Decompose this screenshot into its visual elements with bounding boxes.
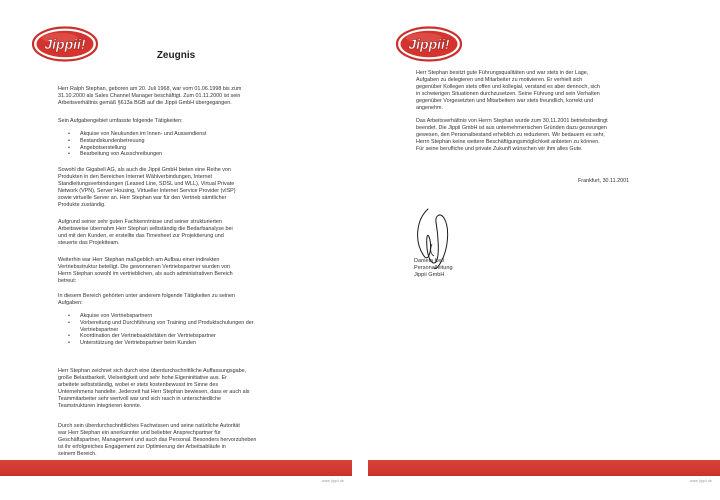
footer-url: www.jippii.de xyxy=(689,479,712,483)
list-item: • Koordination der Vertriebsaktivitäten der Vertriebspartner xyxy=(64,333,254,340)
logo-wordmark: Jippii! xyxy=(44,36,86,52)
paragraph-fachwissen: Durch sein überdurchschnittliches Fachwissen und seine natürliche Autorität war Herr Stephan ein anerkannter und beliebter Ansprechpartner für Geschäftspartner, Management und auch das Personal. Besonders hervorzuheben ist ihr erfolgreiches Engagement zur Optimierung der Arbeitsabläufe in seinem Bereich. xyxy=(58,423,257,457)
list-item: • Akquise von Neukunden im Innen- und Aussendienst xyxy=(64,131,206,138)
footer-band xyxy=(0,460,352,476)
document-title: Zeugnis xyxy=(156,50,196,61)
tasks-list xyxy=(64,131,206,158)
paragraph-intro: Herr Ralph Stephan, geboren am 20. Juli 1968, war vom 01.06.1998 bis zum 31.10.2000 als Sales Channel Manager beschäftigt. Zum 01.11.2000 ist sein Arbeitsverhältnis gemäß §613a BGB auf die Jippii GmbH übergegangen. xyxy=(58,86,242,106)
logo-wordmark: Jippii! xyxy=(408,36,450,52)
list-item: • Unterstützung der Vertriebspartner beim Kunden xyxy=(64,340,254,347)
document-page-1 xyxy=(0,0,352,500)
list-item: • Angebotserstellung xyxy=(64,145,206,152)
paragraph-vertriebsstruktur: Weiterhin war Herr Stephan maßgeblich am Aufbau einer indirekten Vertriebsstruktur beteiligt. Die gewonnenen Vertriebspartner wurden von Herrn Stephan sowohl im vertrieblichen, als auch administrativen Bereich betreut: xyxy=(58,257,233,284)
paragraph-gigabell: Sowohl die Gigabell AG, als auch die Jippii GmbH bieten eine Reihe von Produkten in den Bereichen Internet Wählverbindungen, Internet Standleitungsverbindungen (Leased Line, SDSL und WLL), Virtual Private Network (VPN), Server Housing, Virtueller Internet Service Provider (vISP) sowie virtuelle Server an. Herr Stephan war für den Vertrieb sämtlicher Produkte zuständig. xyxy=(58,167,236,208)
list-item: • Bestandskundenbetreuung xyxy=(64,138,206,145)
place-date: Frankfurt, 30.11.2001 xyxy=(578,178,630,184)
jippii-logo xyxy=(396,26,462,62)
list-item: • Bearbeitung von Ausschreibungen xyxy=(64,151,206,158)
paragraph-auffassungsgabe: Herr Stephan zeichnet sich durch eine überdurchschnittliche Auffassungsgabe, große Belastbarkeit, Vielseitigkeit und sehr hohe Eigeninitiative aus. Er arbeitete selbstständig, wobei er stets kostenbewusst im Sinne des Unternehmens handelte. Jederzeit hat Herr Stephan bewiesen, dass er auch als Teammitarbeiter sehr wertvoll war und sich rasch in unterschiedliche Teamstrukturen integrieren konnte. xyxy=(58,368,250,409)
footer-band xyxy=(368,460,720,476)
tasks2-heading: In diesem Bereich gehörten unter anderem folgende Tätigkeiten zu seinen Aufgaben: xyxy=(58,293,236,306)
tasks-heading: Sein Aufgabengebiet umfasste folgende Tätigkeiten: xyxy=(58,118,183,124)
list-item: • Akquise von Vertriebspartnern xyxy=(64,313,254,320)
paragraph-fuehrung: Herr Stephan besitzt gute Führungsqualitäten und war stets in der Lage, Aufgaben zu delegieren und Mitarbeiter zu motivieren. Er verhielt sich gegenüber Kollegen stets offen und kollegial, verstand es aber dennoch, sich in schwierigen Situationen durchzusetzen. Seine Führung und sein Verhalten gegenüber Vorgesetzten und Mitarbeitern war stets freundlich, korrekt und angenehm. xyxy=(416,70,600,111)
partner-tasks-list xyxy=(64,313,254,347)
paragraph-fachkenntnisse: Aufgrund seiner sehr guten Fachkenntnisse und seiner strukturierten Arbeitsweise übernahm Herr Stephan selbständig die Bedarfsanalyse bei und mit den Kunden, er erstellte das Timesheet zur Projektierung und steuerte das Projektteam. xyxy=(58,219,233,246)
document-page-2 xyxy=(368,0,720,500)
signatory-block: Daniela Keil Personalleitung Jippii GmbH xyxy=(414,258,453,278)
footer-url: www.jippii.de xyxy=(321,479,344,483)
list-item: • Vorbereitung und Durchführung von Training und Produktschulungen der Vertriebspartner xyxy=(64,320,254,334)
paragraph-beendet: Das Arbeitsverhältnis von Herrn Stephan wurde zum 30.11.2001 betriebsbedingt beendet. Die Jippii GmbH ist aus unternehmerischen Gründen dazu gezwungen gewesen, den Personalbestand erheblich zu reduzieren. Wir bedauern es sehr, Herrn Stephan keine weitere Beschäftigungsmöglichkeit anbieten zu können. Für seine berufliche und private Zukunft wünschen wir ihm alles Gute. xyxy=(416,118,608,152)
